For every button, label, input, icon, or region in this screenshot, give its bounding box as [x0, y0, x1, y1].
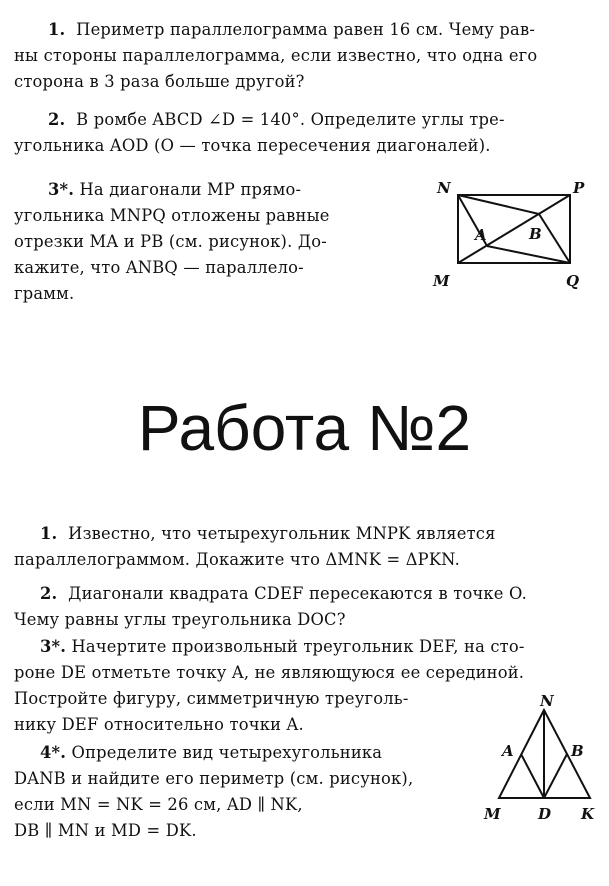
- w2-problem-4-line-4: DB ∥ MN и MD = DK.: [14, 821, 197, 840]
- w2-problem-3-line-3: Постройте фигуру, симметричную треуголь-: [14, 689, 409, 708]
- problem-3-line-1: [48, 177, 301, 203]
- w2-problem-2-line-2: Чему равны углы треугольника DOC?: [14, 610, 346, 629]
- problem-3-line-3: отрезки MA и PB (см. рисунок). До-: [14, 232, 328, 251]
- w2-problem-3-text-1: Начертите произвольный треугольник DEF, на сто-: [71, 637, 525, 656]
- triangle-figure: [478, 690, 603, 830]
- w2-problem-3-line-1: [40, 634, 525, 660]
- w2-problem-1-number: 1.: [40, 524, 58, 543]
- segment-aq: [487, 246, 570, 263]
- label-k-2: K: [581, 805, 595, 823]
- label-m-2: M: [484, 805, 501, 823]
- w2-problem-3-line-2: роне DE отметьте точку A, не являющуюся ее серединой.: [14, 663, 525, 682]
- w2-problem-2-number: 2.: [40, 584, 58, 603]
- w2-problem-4-text-1: Определите вид четырехугольника: [71, 743, 383, 762]
- segment-db: [544, 754, 567, 798]
- w2-problem-3-number: 3*.: [40, 637, 67, 656]
- w2-problem-1-line-1: [40, 521, 496, 547]
- label-b: B: [529, 225, 542, 243]
- w2-problem-2-line-1: [40, 581, 527, 607]
- problem-3-line-2: угольника MNPQ отложены равные: [14, 206, 330, 225]
- problem-1-line-2: ны стороны параллелограмма, если известно, что одна его: [14, 46, 538, 65]
- problem-1-number: 1.: [48, 20, 66, 39]
- page-title: Работа №2: [137, 392, 472, 464]
- w2-problem-1-line-2: параллелограммом. Докажите что ΔMNK = ΔPKN.: [14, 550, 460, 569]
- problem-2-number: 2.: [48, 110, 66, 129]
- problem-3-line-4: кажите, что ANBQ — параллело-: [14, 258, 304, 277]
- w2-problem-3-line-4: нику DEF относительно точки A.: [14, 715, 304, 734]
- problem-1-line-3: сторона в 3 раза больше другой?: [14, 72, 305, 91]
- problem-3-text-1: На диагонали MP прямо-: [79, 180, 302, 199]
- w2-problem-4-line-1: [40, 740, 382, 766]
- segment-nb: [458, 195, 539, 214]
- segment-ad: [521, 754, 544, 798]
- problem-1-text-1: Периметр параллелограмма равен 16 см. Чему рав-: [76, 20, 536, 39]
- label-a: A: [475, 226, 487, 244]
- problem-3-number: 3*.: [48, 180, 75, 199]
- w2-problem-4-line-2: DANB и найдите его периметр (см. рисунок),: [14, 769, 414, 788]
- label-q: Q: [566, 272, 580, 290]
- problem-3-line-5: грамм.: [14, 284, 75, 303]
- problem-2-line-1: [48, 107, 505, 133]
- segment-bq: [539, 214, 570, 263]
- w2-problem-4-number: 4*.: [40, 743, 67, 762]
- label-d-2: D: [538, 805, 552, 823]
- w2-problem-2-text-1: Диагонали квадрата CDEF пересекаются в точке O.: [68, 584, 527, 603]
- label-n-2: N: [540, 692, 554, 710]
- label-b-2: B: [571, 742, 584, 760]
- label-a-2: A: [502, 742, 514, 760]
- w2-problem-1-text-1: Известно, что четырехугольник MNPK является: [68, 524, 496, 543]
- label-n: N: [437, 179, 451, 197]
- problem-1-line-1: [48, 17, 535, 43]
- rectangle-figure: [425, 175, 595, 295]
- problem-2-line-2: угольника AOD (O — точка пересечения диагоналей).: [14, 136, 491, 155]
- label-m: M: [433, 272, 450, 290]
- problem-2-text-1: В ромбе ABCD ∠D = 140°. Определите углы тре-: [76, 110, 505, 129]
- label-p: P: [573, 179, 585, 197]
- w2-problem-4-line-3: если MN = NK = 26 см, AD ∥ NK,: [14, 795, 303, 814]
